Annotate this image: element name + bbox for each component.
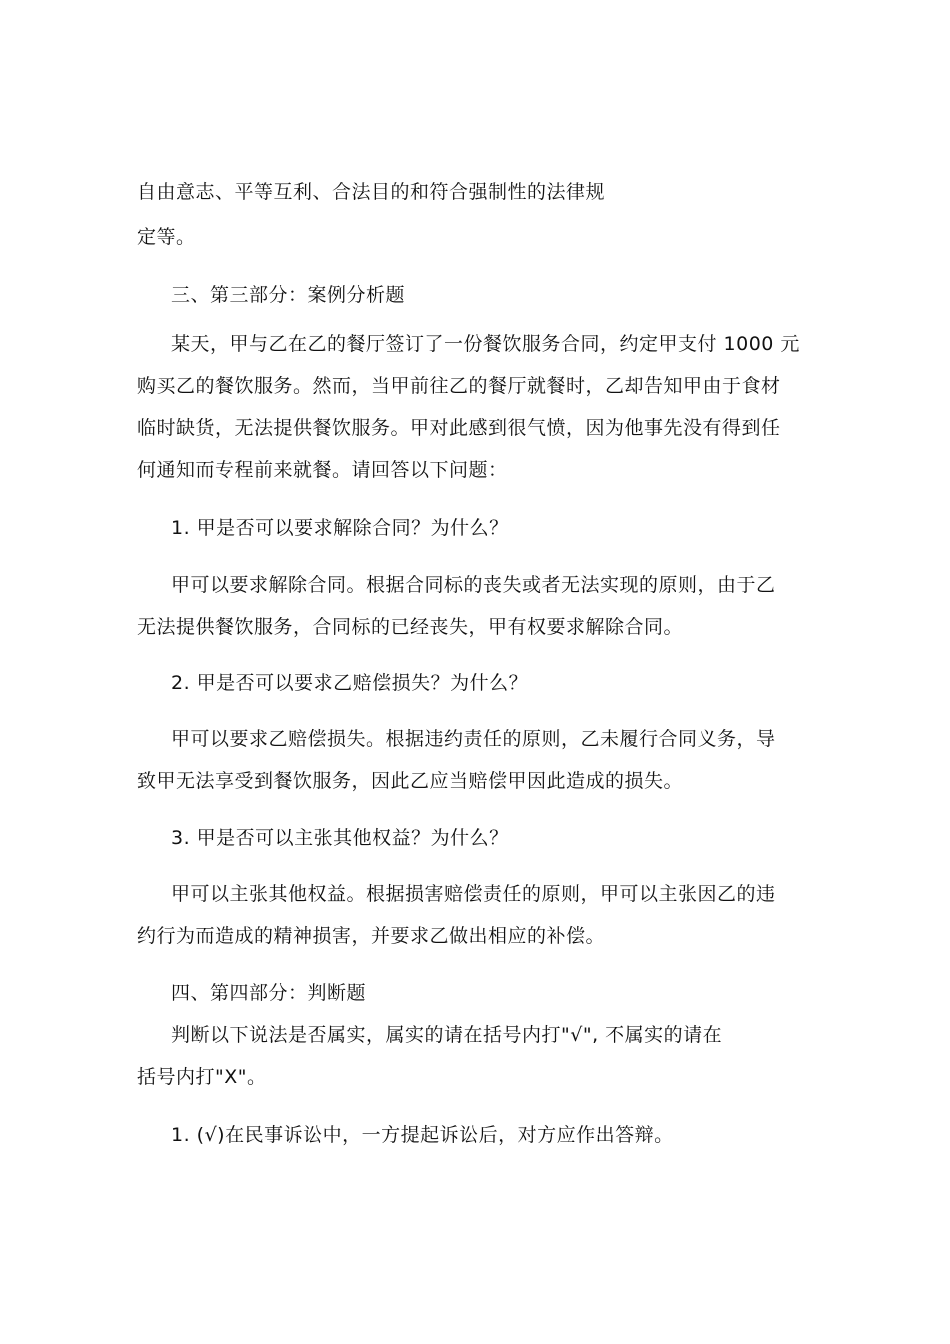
section-3-heading: 三、第三部分：案例分析题 xyxy=(171,284,406,306)
answer-3-line-2: 约行为而造成的精神损害，并要求乙做出相应的补偿。 xyxy=(137,925,606,947)
answer-1-line-1: 甲可以要求解除合同。根据合同标的丧失或者无法实现的原则，由于乙 xyxy=(171,574,776,596)
answer-3-line-1: 甲可以主张其他权益。根据损害赔偿责任的原则，甲可以主张因乙的违 xyxy=(171,883,776,905)
answer-1-line-2: 无法提供餐饮服务，合同标的已经丧失，甲有权要求解除合同。 xyxy=(137,616,684,638)
question-3: 3. 甲是否可以主张其他权益？为什么？ xyxy=(171,827,509,849)
answer-2-line-1: 甲可以要求乙赔偿损失。根据违约责任的原则，乙未履行合同义务，导 xyxy=(171,728,776,750)
case-paragraph-line-3: 临时缺货，无法提供餐饮服务。甲对此感到很气愤，因为他事先没有得到任 xyxy=(137,417,781,439)
question-2: 2. 甲是否可以要求乙赔偿损失？为什么？ xyxy=(171,672,529,694)
answer-2-line-2: 致甲无法享受到餐饮服务，因此乙应当赔偿甲因此造成的损失。 xyxy=(137,770,684,792)
case-paragraph-line-4: 何通知而专程前来就餐。请回答以下问题： xyxy=(137,459,508,481)
judge-intro-line-2: 括号内打"X"。 xyxy=(137,1066,267,1088)
continued-text-line-1: 自由意志、平等互利、合法目的和符合强制性的法律规 xyxy=(137,181,606,203)
case-paragraph-line-2: 购买乙的餐饮服务。然而，当甲前往乙的餐厅就餐时，乙却告知甲由于食材 xyxy=(137,375,781,397)
case-paragraph-line-1: 某天，甲与乙在乙的餐厅签订了一份餐饮服务合同，约定甲支付 1000 元 xyxy=(171,333,800,355)
section-4-heading: 四、第四部分：判断题 xyxy=(171,982,367,1004)
judgement-item-1: 1. (√)在民事诉讼中，一方提起诉讼后，对方应作出答辩。 xyxy=(171,1124,674,1146)
continued-text-line-2: 定等。 xyxy=(137,226,196,248)
judge-intro-line-1: 判断以下说法是否属实，属实的请在括号内打"√", 不属实的请在 xyxy=(171,1024,723,1046)
question-1: 1. 甲是否可以要求解除合同？为什么？ xyxy=(171,517,509,539)
